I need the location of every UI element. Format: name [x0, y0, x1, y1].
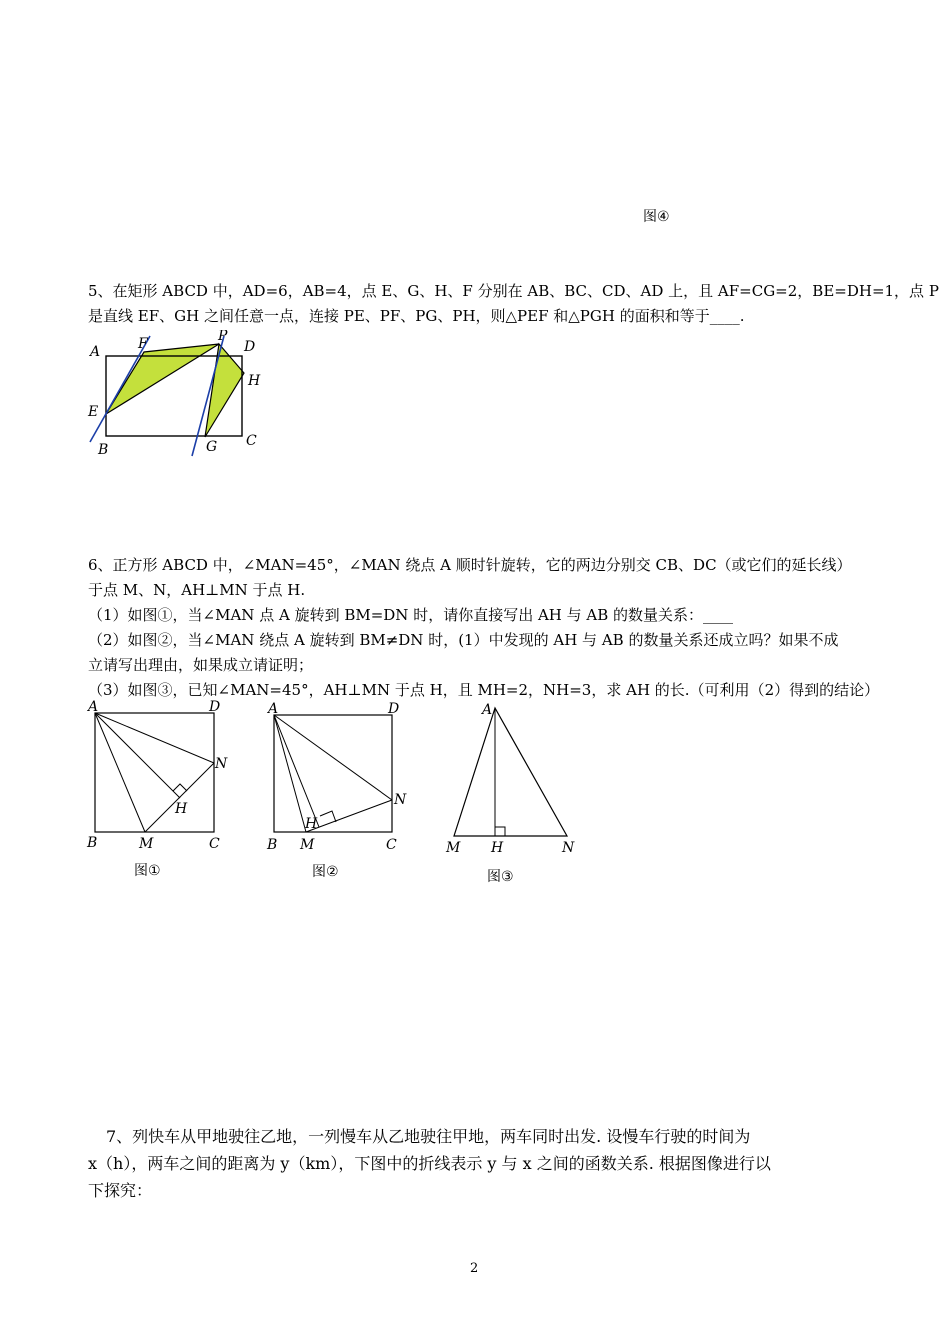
fig1-label-h: H [175, 801, 188, 817]
right-angle-mark [320, 811, 336, 822]
fig2-label-b: B [267, 837, 278, 853]
fig1-label-n: N [215, 756, 228, 772]
figure-4-caption: 图④ [643, 209, 670, 225]
q7-line-1: 7、列快车从甲地驶往乙地，一列慢车从乙地驶往甲地，两车同时出发. 设慢车行驶的时间为 [106, 1127, 751, 1146]
q6-figure-3 [440, 698, 590, 888]
fig1-label-m: M [139, 836, 154, 852]
fig1-caption: 图① [134, 863, 161, 879]
q7-line-3: 下探究： [88, 1181, 153, 1200]
fig2-label-a: A [268, 701, 279, 717]
triangle-pgh [205, 344, 244, 437]
fig2-caption: 图② [312, 864, 339, 880]
q6-line-5: 立请写出理由，如果成立请证明； [88, 656, 314, 674]
fig2-label-n: N [394, 792, 407, 808]
triangle-amn [454, 708, 567, 836]
q5-rectangle-figure [82, 330, 282, 465]
fig3-caption: 图③ [487, 869, 514, 885]
fig3-label-n: N [562, 840, 575, 856]
right-angle-mark [173, 784, 187, 791]
label-h: H [248, 373, 261, 389]
label-b: B [98, 442, 109, 458]
segment-an [274, 715, 392, 800]
triangle-pef [106, 344, 219, 414]
q5-line-1: 5、在矩形 ABCD 中，AD=6，AB=4，点 E、G、H、F 分别在 AB、BC、CD、AD 上，且 AF=CG=2，BE=DH=1，点 P [88, 282, 939, 300]
q6-line-3: （1）如图①，当∠MAN 点 A 旋转到 BM=DN 时，请你直接写出 AH 与 AB 的数量关系：____ [88, 606, 734, 624]
label-e: E [88, 404, 99, 420]
fig2-label-m: M [300, 837, 315, 853]
label-a: A [90, 344, 101, 360]
fig3-label-a: A [482, 702, 493, 718]
label-c: C [246, 433, 257, 449]
fig1-label-b: B [87, 835, 98, 851]
fig3-label-m: M [446, 840, 461, 856]
segment-am [274, 715, 306, 832]
label-d: D [244, 339, 256, 355]
q6-figure-1 [82, 698, 242, 888]
segment-ah [95, 713, 180, 798]
segment-mn [306, 800, 392, 832]
right-angle-mark [495, 827, 505, 836]
q7-line-2: x（h），两车之间的距离为 y（km），下图中的折线表示 y 与 x 之间的函数关系. 根据图像进行以 [88, 1154, 771, 1173]
fig3-label-h: H [491, 840, 504, 856]
fig2-label-d: D [388, 701, 400, 717]
q6-line-6: （3）如图③，已知∠MAN=45°，AH⊥MN 于点 H，且 MH=2，NH=3，求 AH 的长.（可利用（2）得到的结论） [88, 681, 880, 699]
q6-line-4: （2）如图②，当∠MAN 绕点 A 旋转到 BM≠DN 时，(1）中发现的 AH 与 AB 的数量关系还成立吗？如果不成 [88, 631, 839, 649]
label-g: G [206, 439, 218, 455]
label-p: P [218, 330, 228, 344]
fig1-label-d: D [209, 699, 221, 715]
q6-line-1: 6、正方形 ABCD 中，∠MAN=45°，∠MAN 绕点 A 顺时针旋转，它的两边分别交 CB、DC（或它们的延长线） [88, 556, 852, 574]
fig1-label-a: A [88, 699, 99, 715]
page-number: 2 [470, 1261, 479, 1276]
label-f: F [138, 336, 148, 352]
q6-line-2: 于点 M、N，AH⊥MN 于点 H. [88, 581, 306, 599]
q6-figure-2 [262, 698, 422, 888]
fig2-label-c: C [386, 837, 397, 853]
q5-line-2: 是直线 EF、GH 之间任意一点，连接 PE、PF、PG、PH，则△PEF 和△PGH 的面积和等于____. [88, 307, 745, 325]
fig2-label-h: H [305, 816, 318, 832]
fig1-label-c: C [209, 836, 220, 852]
